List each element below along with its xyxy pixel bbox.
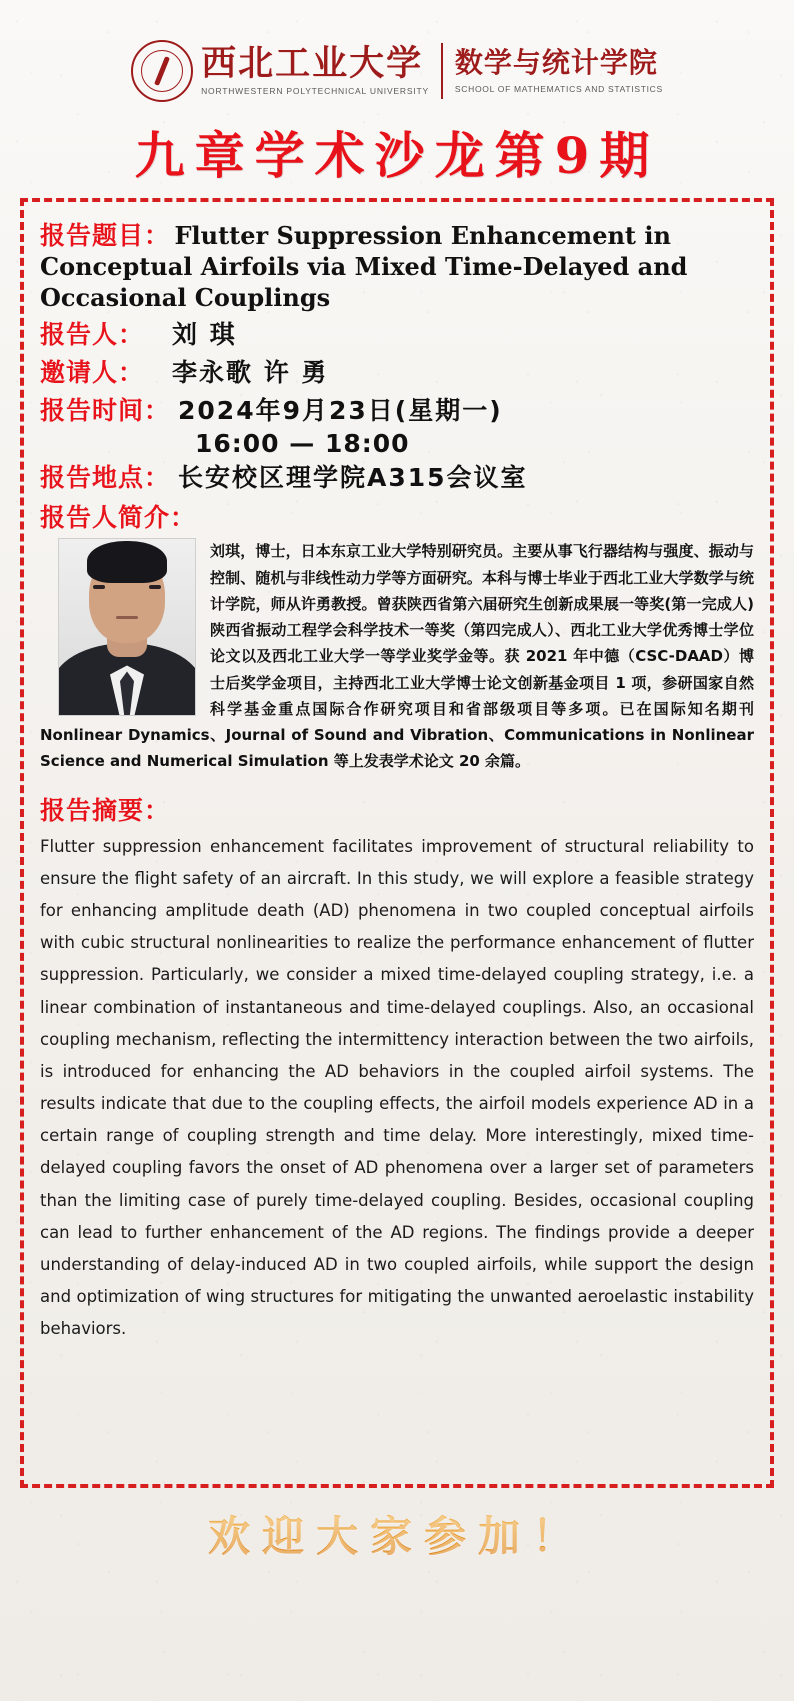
- speaker-value: 刘 琪: [172, 320, 237, 350]
- logo-divider: [441, 43, 443, 99]
- topic-row: [40, 216, 754, 313]
- topic-label: 报告题目：: [40, 221, 171, 250]
- footer-welcome: 欢迎大家参加！: [12, 1504, 782, 1564]
- bio-text: 刘琪，博士，日本东京工业大学特别研究员。主要从事飞行器结构与强度、振动与控制、随机与非线性动力学等方面研究。本科与博士毕业于西北工业大学数学与统计学院，师从许勇教授。曾获陕西省第六届研究生创新成果展一等奖(第一完成人)陕西省振动工程学会科学技术一等奖（第四完成人）、西北工业大学优秀博士学位论文以及西北工业大学一等学业奖学金等。获 2021 年中德（CSC-DAAD）博士后奖学金项目，主持西北工业大学博士论文创新基金项目 1 项，参研国家自然科学基金重点国际合作研究项目和省部级项目等多项。已在国际知名期刊 Nonlinear Dynamics、Journal of Sound and Vibration、Communications in Nonlinear Science and Numerical Simulation 等上发表学术论文 20 余篇。: [40, 542, 754, 771]
- bio-block: [40, 498, 754, 774]
- content-frame: [20, 198, 774, 1488]
- place-label: 报告地点：: [40, 463, 171, 493]
- topic-value: Flutter Suppression Enhancement in Conceptual Airfoils via Mixed Time-Delayed and Occasional Couplings: [40, 221, 688, 312]
- university-name-cn: 西北工业大学: [201, 42, 424, 84]
- university-name-en: NORTHWESTERN POLYTECHNICAL UNIVERSITY: [201, 86, 429, 97]
- bio-label: 报告人简介：: [40, 503, 197, 533]
- speaker-label: 报告人：: [40, 320, 145, 350]
- inviter-label: 邀请人：: [40, 358, 145, 388]
- school-name-en: SCHOOL OF MATHEMATICS AND STATISTICS: [454, 83, 663, 94]
- place-value: 长安校区理学院A315会议室: [178, 463, 528, 493]
- speaker-row: [40, 315, 754, 351]
- inviter-row: [40, 353, 754, 389]
- time-label: 报告时间：: [40, 396, 171, 426]
- header-logo-row: [12, 0, 782, 102]
- time-value-range: 16:00 — 18:00: [195, 429, 410, 459]
- speaker-portrait: [58, 538, 196, 716]
- npu-crest-icon: [131, 40, 193, 102]
- abstract-text: Flutter suppression enhancement facilitates improvement of structural reliability to ensure the flight safety of an aircraft. In this study, we will explore a feasible strategy for enhancing amplitude death (AD) phenomena in two coupled conceptual airfoils with cubic structural nonlinearities to realize the performance enhancement of flutter suppression. Particularly, we consider a mixed time-delayed coupling strategy, i.e. a linear combination of instantaneous and time-delayed couplings. Also, an occasional coupling mechanism, reflecting the intermittency interaction between the two airfoils, is introduced for enhancing the AD behaviors in the coupled airfoil systems. The results indicate that due to the coupling effects, the airfoil models experience AD in a certain range of coupling strength and time delay. More interestingly, mixed time-delayed coupling favors the onset of AD phenomena over a larger set of parameters than the limiting case of purely time-delayed coupling. Besides, occasional coupling can lead to further enhancement of the AD regions. The findings provide a deeper understanding of delay-induced AD in two coupled airfoils, while support the design and optimization of wing structures for mitigating the unwanted aeroelastic instability behaviors.: [40, 836, 754, 1339]
- university-name-block: [201, 42, 429, 97]
- abstract-label: 报告摘要：: [40, 795, 171, 825]
- time-row: [40, 391, 754, 427]
- school-name-cn: 数学与统计学院: [454, 46, 658, 80]
- time-value: 2024年9月23日(星期一): [178, 396, 503, 426]
- inviter-value: 李永歌 许 勇: [172, 358, 329, 388]
- school-name-block: [455, 48, 663, 94]
- place-row: [40, 458, 754, 494]
- page-title: 九章学术沙龙第9期: [134, 126, 660, 185]
